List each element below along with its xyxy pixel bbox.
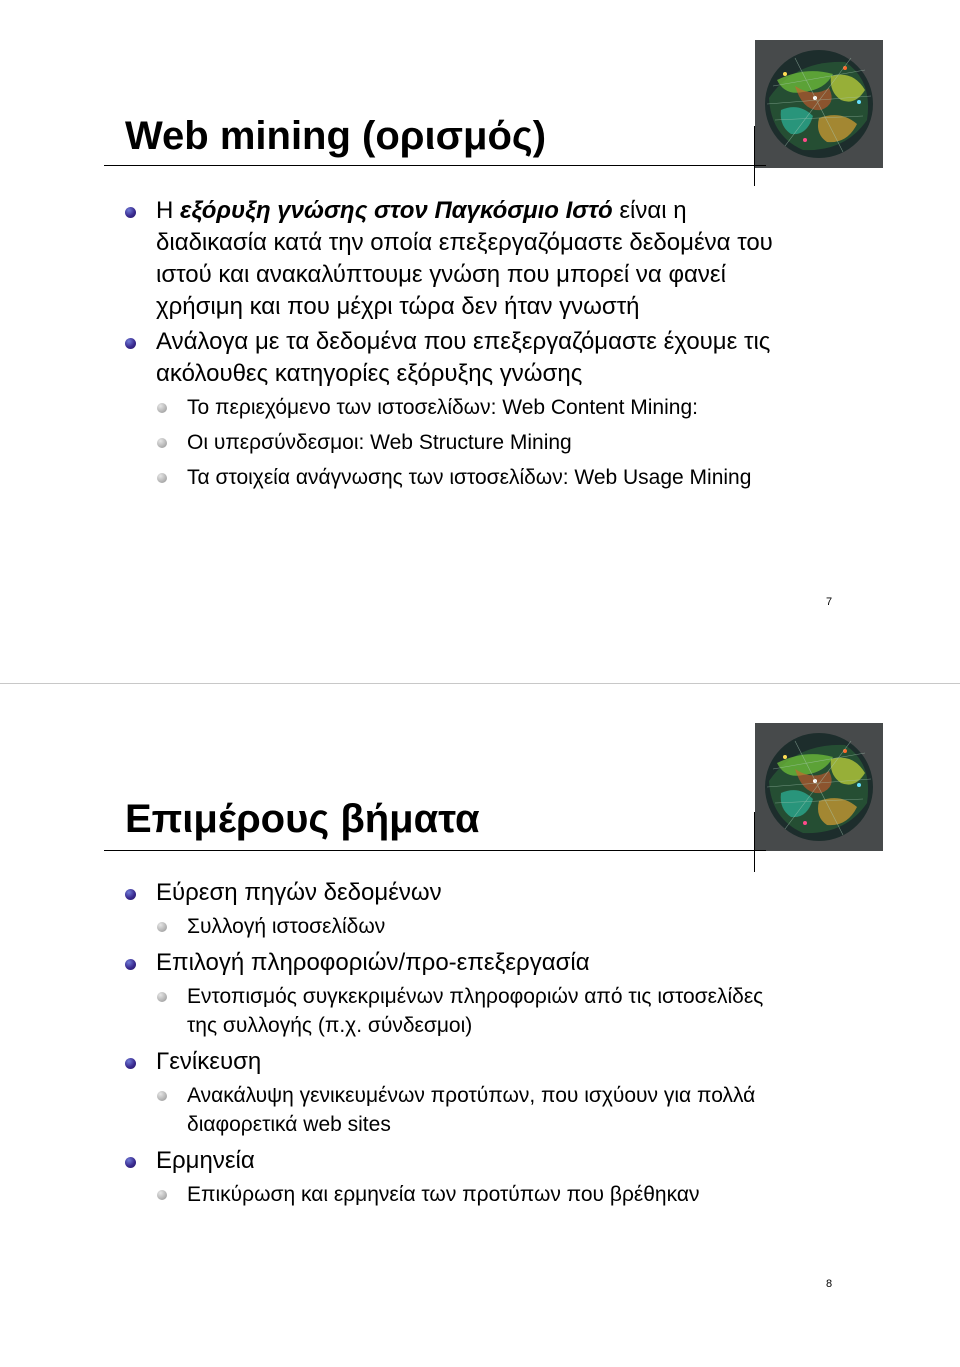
bullet-text: Γενίκευση — [156, 1048, 262, 1075]
sub-bullet-text: Συλλογή ιστοσελίδων — [187, 915, 386, 938]
sub-bullet-usage-mining — [0, 463, 767, 492]
slide-8 — [0, 684, 960, 1367]
bullet-text-post: είναι η διαδικασία κατά την οποία επεξεργαζόμαστε δεδομένα του ιστού και ανακαλύπτουμε γνώση που μπορεί να φανεί χρήσιμη και που μέχρι τώρα δεν ήταν γνωστή — [156, 197, 773, 320]
bullet-interpretation — [0, 1145, 796, 1177]
sub-bullet-text: Οι υπερσύνδεσμοι: Web Structure Mining — [187, 431, 572, 454]
sub-bullet-locate-info — [0, 982, 767, 1040]
bullet-text-pre: Η — [156, 197, 180, 224]
globe-network-icon — [755, 40, 883, 168]
bullet-categories — [0, 326, 796, 390]
title-vertical-rule — [754, 126, 755, 186]
slide-title: Επιμέρους βήματα — [125, 797, 480, 841]
sub-bullet-collect-pages — [0, 912, 767, 941]
title-underline — [104, 850, 766, 851]
bullet-text: Εύρεση πηγών δεδομένων — [156, 879, 442, 906]
purple-bullet-icon — [125, 338, 136, 349]
globe-network-icon — [755, 723, 883, 851]
sub-bullet-validate-patterns — [0, 1180, 767, 1209]
page-number: 7 — [826, 596, 833, 608]
slide-7 — [0, 0, 960, 683]
sub-bullet-discover-patterns — [0, 1081, 767, 1139]
title-underline — [104, 165, 766, 166]
grey-bullet-icon — [157, 473, 167, 483]
slide-content — [0, 195, 960, 498]
grey-bullet-icon — [157, 403, 167, 413]
sub-bullet-text: Το περιεχόμενο των ιστοσελίδων: Web Content Mining: — [187, 396, 698, 419]
sub-bullet-text: Εντοπισμός συγκεκριμένων πληροφοριών από τις ιστοσελίδες της συλλογής (π.χ. σύνδεσμοι) — [187, 985, 764, 1037]
bullet-find-sources — [0, 877, 796, 909]
sub-bullet-structure-mining — [0, 428, 767, 457]
bullet-text: Ανάλογα με τα δεδομένα που επεξεργαζόμαστε έχουμε τις ακόλουθες κατηγορίες εξόρυξης γνώσης — [156, 328, 771, 387]
bullet-text: Επιλογή πληροφοριών/προ-επεξεργασία — [156, 949, 590, 976]
grey-bullet-icon — [157, 922, 167, 932]
sub-bullet-content-mining — [0, 393, 767, 422]
page-number: 8 — [826, 1278, 833, 1290]
sub-bullet-text: Τα στοιχεία ανάγνωσης των ιστοσελίδων: Web Usage Mining — [187, 466, 752, 489]
bullet-text: Ερμηνεία — [156, 1147, 255, 1174]
purple-bullet-icon — [125, 207, 136, 218]
purple-bullet-icon — [125, 889, 136, 900]
sub-bullet-text: Ανακάλυψη γενικευμένων προτύπων, που ισχύουν για πολλά διαφορετικά web sites — [187, 1084, 756, 1136]
bullet-definition — [0, 195, 796, 323]
slide-title: Web mining (ορισμός) — [125, 114, 547, 158]
purple-bullet-icon — [125, 1058, 136, 1069]
purple-bullet-icon — [125, 1157, 136, 1168]
bullet-text-emphasis: εξόρυξη γνώσης στον Παγκόσμιο Ιστό — [180, 197, 613, 224]
purple-bullet-icon — [125, 959, 136, 970]
bullet-generalization — [0, 1046, 796, 1078]
sub-bullet-text: Επικύρωση και ερμηνεία των προτύπων που βρέθηκαν — [187, 1183, 700, 1206]
title-vertical-rule — [754, 812, 755, 872]
bullet-selection-preprocessing — [0, 947, 796, 979]
grey-bullet-icon — [157, 438, 167, 448]
slide-content — [0, 877, 960, 1215]
grey-bullet-icon — [157, 1190, 167, 1200]
grey-bullet-icon — [157, 1091, 167, 1101]
grey-bullet-icon — [157, 992, 167, 1002]
